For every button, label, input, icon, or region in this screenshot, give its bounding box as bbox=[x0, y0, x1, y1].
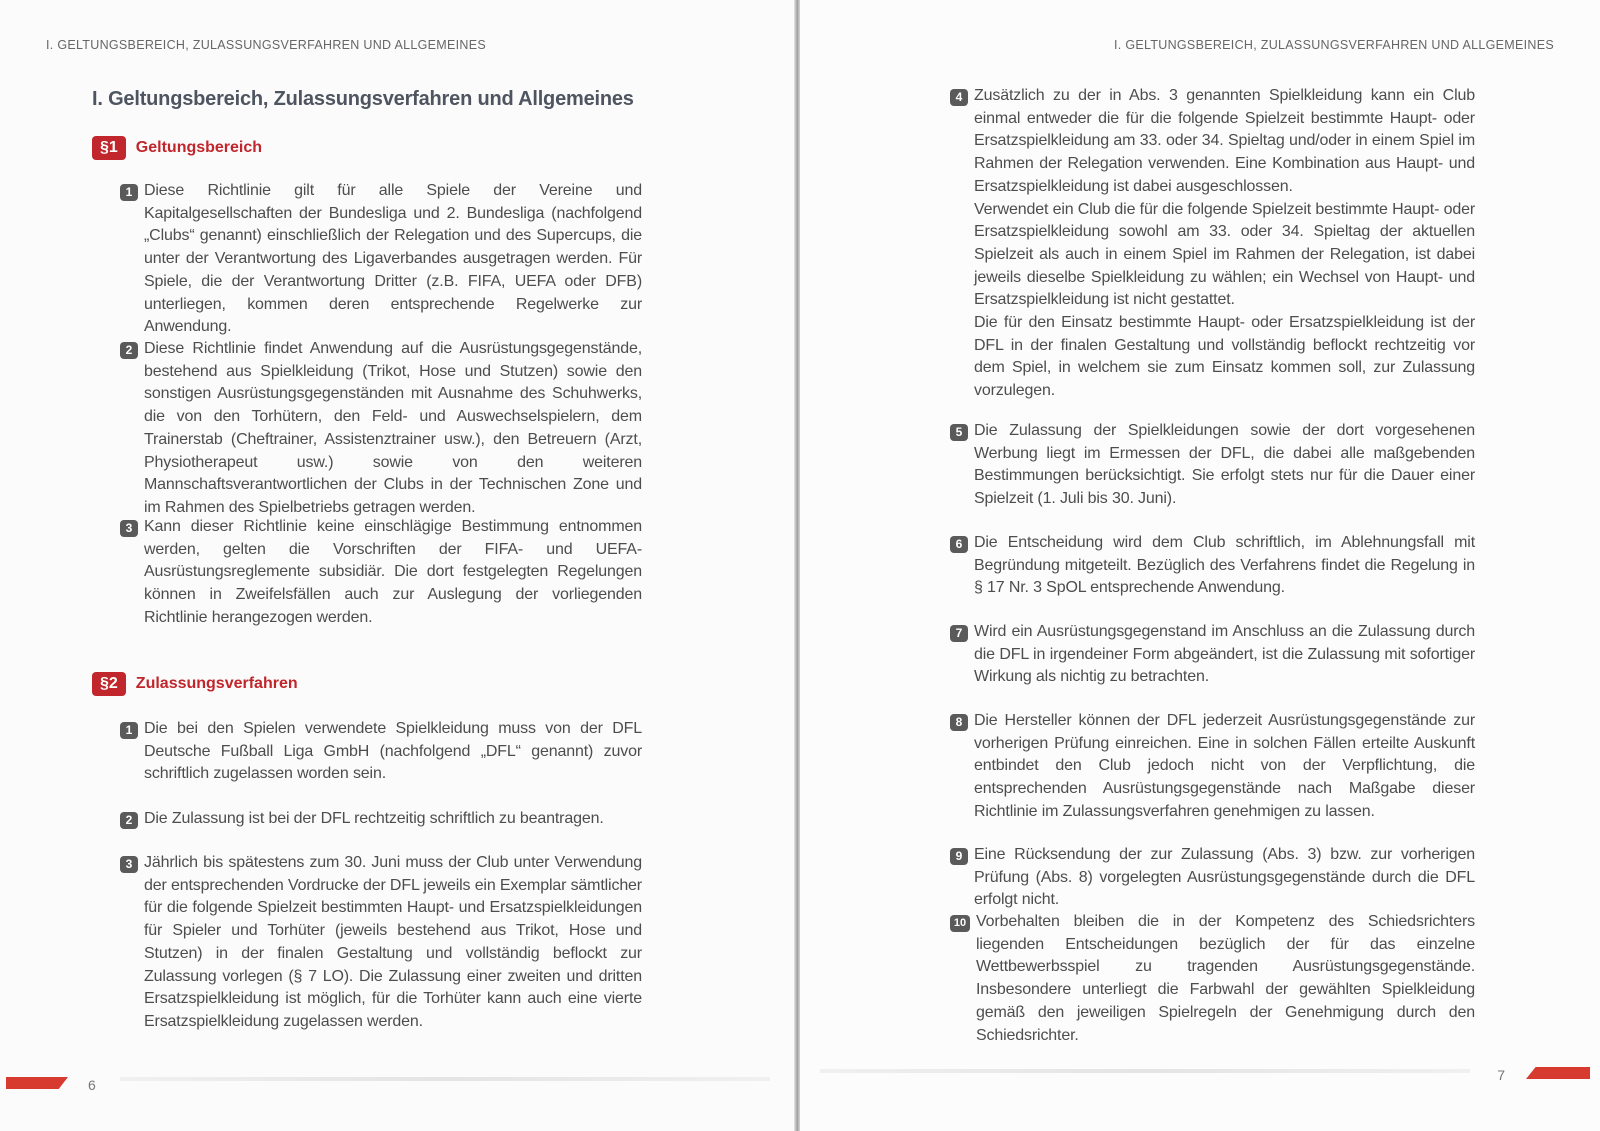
paragraph-text: Die Zulassung ist bei der DFL rechtzeitig schriftlich zu beantragen. bbox=[144, 810, 604, 827]
right-page bbox=[800, 0, 1600, 1131]
paragraph bbox=[950, 420, 1475, 511]
paragraph-number-badge: 5 bbox=[950, 424, 968, 441]
left-page bbox=[0, 0, 796, 1131]
red-corner-mark bbox=[1526, 1067, 1590, 1079]
running-head: I. GELTUNGSBEREICH, ZULASSUNGSVERFAHREN UND ALLGEMEINES bbox=[1114, 38, 1554, 52]
section-2-heading bbox=[92, 672, 298, 696]
paragraph-number-badge: 3 bbox=[120, 856, 138, 873]
section-title: Geltungsbereich bbox=[135, 139, 263, 156]
paragraph-text: Diese Richtlinie findet Anwendung auf die Ausrüstungsgegenstände, bestehend aus Spielkleidung (Trikot, Hose und Stutzen) sowie den sonstigen Ausrüstungsgegenständen mit Ausnahme des Schuhwerks, die von den Torhütern, den Feld- und Auswechselspielern, dem Trainerstab (Cheftrainer, Assistenztrainer usw.), den Betreuern (Arzt, Physiotherapeut usw.) sowie von den weiteren Mannschaftsverantwortlichen der Clubs in der Technischen Zone und im Rahmen des Spielbetriebs getragen werden. bbox=[144, 340, 642, 516]
paragraph bbox=[950, 532, 1475, 600]
red-corner-mark bbox=[6, 1077, 68, 1089]
paragraph-text: Die für den Einsatz bestimmte Haupt- oder Ersatzspielkleidung ist der DFL in der finalen Gestaltung und vollständig beflockt rechtzeitig vor dem Spiel, in welchem sie zum Einsatz kommen soll, zur Zulassung vorzulegen. bbox=[974, 314, 1475, 400]
paragraph bbox=[950, 621, 1475, 689]
paragraph-text: Kann dieser Richtlinie keine einschlägige Bestimmung entnommen werden, gelten die Vorschriften der FIFA- und UEFA-Ausrüstungsreglemente subsidiär. Die dort festgelegten Regelungen können in Zweifelsfällen auch zur Auslegung der vorliegenden Richtlinie herangezogen werden. bbox=[144, 518, 642, 626]
paragraph bbox=[120, 516, 642, 630]
chapter-title: I. Geltungsbereich, Zulassungsverfahren und Allgemeines bbox=[92, 88, 634, 110]
paragraph-number-badge: 2 bbox=[120, 342, 138, 359]
paragraph-text: Vorbehalten bleiben die in der Kompetenz des Schiedsrichters liegenden Entscheidungen bezüglich der für das einzelne Wettbewerbsspiel zu tragenden Ausrüstungsgegenstände. Insbesondere unterliegt die Farbwahl der gewählten Spielkleidung gemäß den jeweiligen Spielregeln der Genehmigung durch den Schiedsrichter. bbox=[976, 913, 1475, 1044]
section-title: Zulassungsverfahren bbox=[135, 675, 298, 692]
paragraph-text: Zusätzlich zu der in Abs. 3 genannten Spielkleidung kann ein Club einmal entweder die für die folgende Spielzeit bestimmte Haupt- oder Ersatzspielkleidung am 33. oder 34. Spieltag und/oder in einem Spiel im Rahmen der Relegation verwenden. Eine Kombination aus Haupt- und Ersatzspielkleidung ist dabei ausgeschlossen. bbox=[974, 87, 1475, 195]
running-head: I. GELTUNGSBEREICH, ZULASSUNGSVERFAHREN UND ALLGEMEINES bbox=[46, 38, 486, 52]
page-number: 7 bbox=[1497, 1067, 1505, 1083]
paragraph-number-badge: 9 bbox=[950, 848, 968, 865]
paragraph-text: Diese Richtlinie gilt für alle Spiele der Vereine und Kapitalgesellschaften der Bundesliga und 2. Bundesliga (nachfolgend „Clubs“ genannt) einschließlich der Relegation und des Supercups, die unter der Verantwortung des Ligaverbandes ausgetragen werden. Für Spiele, die der Verantwortung Dritter (z.B. FIFA, UEFA oder DFB) unterliegen, kommen deren entsprechende Regelwerke zur Anwendung. bbox=[144, 182, 642, 336]
paragraph-number-badge: 10 bbox=[950, 915, 970, 932]
paragraph-number-badge: 3 bbox=[120, 520, 138, 537]
paragraph-text: Die Hersteller können der DFL jederzeit Ausrüstungsgegenstände zur vorherigen Prüfung einreichen. Eine in solchen Fällen erteilte Auskunft entbindet den Club jedoch nicht von der Verpflichtung, die entsprechenden Ausrüstungsgegenstände nach Maßgabe dieser Richtlinie im Zulassungsverfahren genehmigen zu lassen. bbox=[974, 712, 1475, 820]
paragraph bbox=[120, 338, 642, 520]
section-badge: §2 bbox=[92, 672, 126, 696]
paragraph bbox=[950, 710, 1475, 824]
paragraph-number-badge: 4 bbox=[950, 89, 968, 106]
page-number: 6 bbox=[88, 1077, 96, 1093]
paragraph-text: Jährlich bis spätestens zum 30. Juni muss der Club unter Verwendung der entsprechenden Vordrucke der DFL jeweils ein Exemplar sämtlicher für die folgende Spielzeit bestimmten Haupt- und Ersatzspielkleidungen für Spieler und Torhüter (jeweils bestehend aus Trikot, Hose und Stutzen) in der finalen Gestaltung und vollständig beflockt zur Zulassung vorlegen (§ 7 LO). Die Zulassung einer zweiten und dritten Ersatzspielkleidung ist möglich, für die Torhüter kann auch eine vierte Ersatzspielkleidung zugelassen werden. bbox=[144, 854, 642, 1030]
paragraph bbox=[120, 852, 642, 1034]
paragraph bbox=[120, 808, 642, 831]
paragraph-text: Wird ein Ausrüstungsgegenstand im Anschluss an die Zulassung durch die DFL in irgendeiner Form abgeändert, ist die Zulassung mit sofortiger Wirkung als nichtig zu betrachten. bbox=[974, 623, 1475, 686]
paragraph bbox=[950, 85, 1475, 403]
paragraph-text: Die Zulassung der Spielkleidungen sowie der dort vorgesehenen Werbung liegt im Ermessen der DFL, die dabei alle maßgebenden Bestimmungen berücksichtigt. Sie erfolgt stets nur für die Dauer einer Spielzeit (1. Juli bis 30. Juni). bbox=[974, 422, 1475, 508]
footer-rule bbox=[120, 1077, 770, 1081]
paragraph bbox=[120, 180, 642, 339]
paragraph-number-badge: 2 bbox=[120, 812, 138, 829]
paragraph-text: Eine Rücksendung der zur Zulassung (Abs. 3) bzw. zur vorherigen Prüfung (Abs. 8) vorgelegten Ausrüstungsgegenstände durch die DFL erfolgt nicht. bbox=[974, 846, 1475, 909]
paragraph-number-badge: 7 bbox=[950, 625, 968, 642]
section-1-heading bbox=[92, 136, 262, 160]
paragraph-number-badge: 8 bbox=[950, 714, 968, 731]
paragraph-text: Verwendet ein Club die für die folgende Spielzeit bestimmte Haupt- oder Ersatzspielkleidung sowohl am 33. oder 34. Spieltag der aktuellen Spielzeit als auch in einem Spiel im Rahmen der Relegation, ist dabei jeweils dieselbe Spielkleidung zu wählen; ein Wechsel von Haupt- und Ersatzspielkleidung ist nicht gestattet. bbox=[974, 200, 1475, 309]
paragraph bbox=[120, 718, 642, 786]
paragraph-text-block bbox=[974, 85, 1475, 403]
paragraph bbox=[950, 911, 1475, 1047]
paragraph-number-badge: 6 bbox=[950, 536, 968, 553]
section-badge: §1 bbox=[92, 136, 126, 160]
footer-rule bbox=[820, 1069, 1470, 1073]
paragraph bbox=[950, 844, 1475, 912]
paragraph-text: Die Entscheidung wird dem Club schriftlich, im Ablehnungsfall mit Begründung mitgeteilt. Bezüglich des Verfahrens findet die Regelung in § 17 Nr. 3 SpOL entsprechende Anwendung. bbox=[974, 534, 1475, 597]
paragraph-number-badge: 1 bbox=[120, 184, 138, 201]
paragraph-number-badge: 1 bbox=[120, 722, 138, 739]
paragraph-text: Die bei den Spielen verwendete Spielkleidung muss von der DFL Deutsche Fußball Liga GmbH (nachfolgend „DFL“ genannt) zuvor schriftlich zugelassen worden sein. bbox=[144, 720, 642, 783]
